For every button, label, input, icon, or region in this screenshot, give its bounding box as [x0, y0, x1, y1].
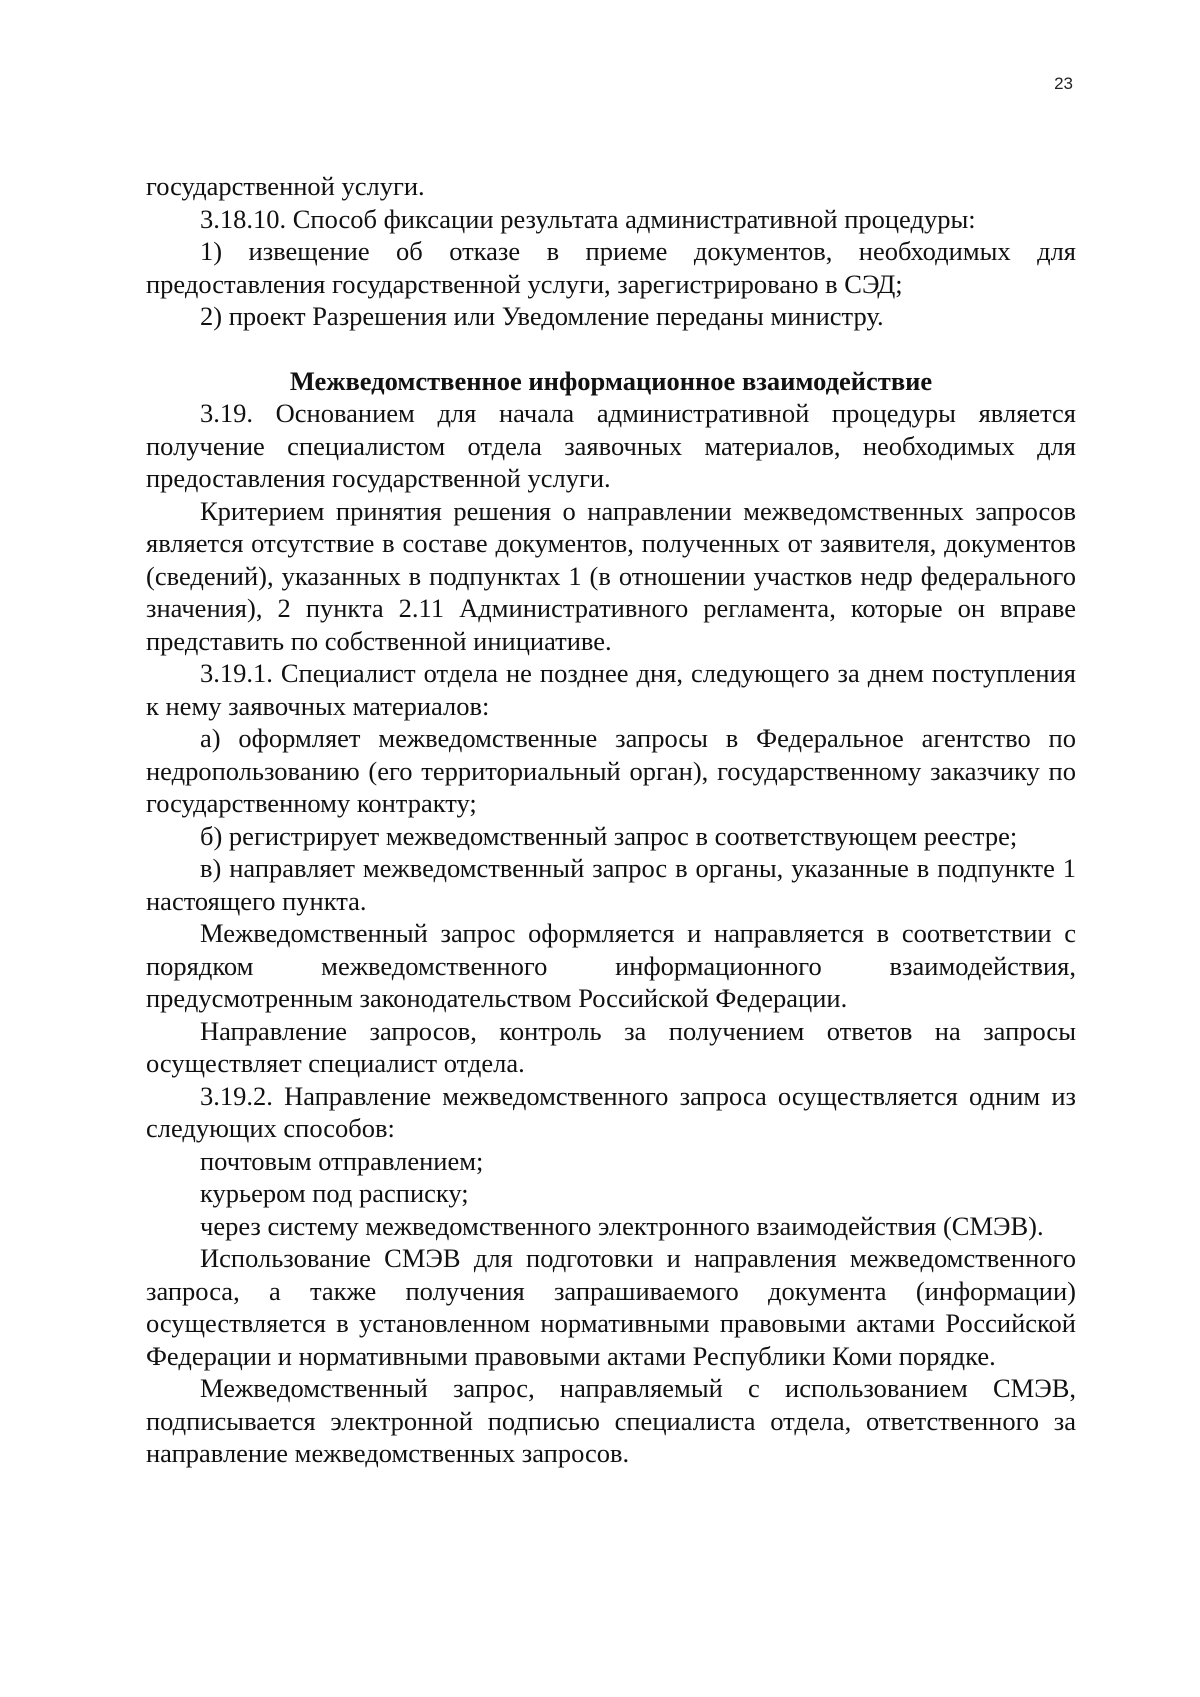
paragraph-3-19-2: 3.19.2. Направление межведомственного запроса осуществляется одним из следующих способов: — [146, 1080, 1076, 1143]
list-item-smev: через систему межведомственного электронного взаимодействия (СМЭВ). — [200, 1210, 1044, 1241]
paragraph-criterion: Критерием принятия решения о направлении межведомственных запросов является отсутствие в составе документов, полученных от заявителя, документов (сведений), указанных в подпунктах 1 (в отношении участков недр федерального значения), 2 пункта 2.11 Административного регламента, которые он вправе представить по собственной инициативе. — [146, 495, 1076, 656]
list-item-courier: курьером под расписку; — [200, 1178, 469, 1208]
list-item-v: в) направляет межведомственный запрос в органы, указанные в подпункте 1 настоящего пункта. — [146, 853, 1076, 916]
document-body — [146, 170, 1076, 1470]
list-item-refusal-notice: 1) извещение об отказе в приеме документов, необходимых для предоставления государственной услуги, зарегистрировано в СЭД; — [146, 236, 1076, 299]
section-heading: Межведомственное информационное взаимодействие — [289, 365, 933, 396]
list-item-mail: почтовым отправлением; — [200, 1145, 484, 1176]
page-number: 23 — [1054, 74, 1073, 93]
paragraph-3-18-10: 3.18.10. Способ фиксации результата административной процедуры: — [200, 203, 976, 234]
paragraph-request-control: Направление запросов, контроль за получением ответов на запросы осуществляет специалист отдела. — [146, 1015, 1076, 1078]
list-item-draft-permit: 2) проект Разрешения или Уведомление переданы министру. — [200, 301, 884, 331]
paragraph-request-procedure: Межведомственный запрос оформляется и направляется в соответствии с порядком межведомственного информационного взаимодействия, предусмотренным законодательством Российской Федерации. — [146, 918, 1076, 1013]
paragraph-3-19-1: 3.19.1. Специалист отдела не позднее дня, следующего за днем поступления к нему заявочных материалов: — [146, 658, 1076, 721]
paragraph-continuation: государственной услуги. — [146, 171, 425, 201]
list-item-a: а) оформляет межведомственные запросы в Федеральное агентство по недропользованию (его территориальный орган), государственному заказчику по государственному контракту; — [146, 723, 1076, 818]
paragraph-3-19: 3.19. Основанием для начала административной процедуры является получение специалистом отдела заявочных материалов, необходимых для предоставления государственной услуги. — [146, 398, 1076, 493]
paragraph-smev-signature: Межведомственный запрос, направляемый с использованием СМЭВ, подписывается электронной подписью специалиста отдела, ответственного за направление межведомственных запросов. — [146, 1373, 1076, 1468]
paragraph-smev-usage: Использование СМЭВ для подготовки и направления межведомственного запроса, а также получения запрашиваемого документа (информации) осуществляется в установленном нормативными правовыми актами Российской Федерации и нормативными правовыми актами Республики Коми порядке. — [146, 1243, 1076, 1371]
list-item-b: б) регистрирует межведомственный запрос в соответствующем реестре; — [200, 820, 1018, 851]
